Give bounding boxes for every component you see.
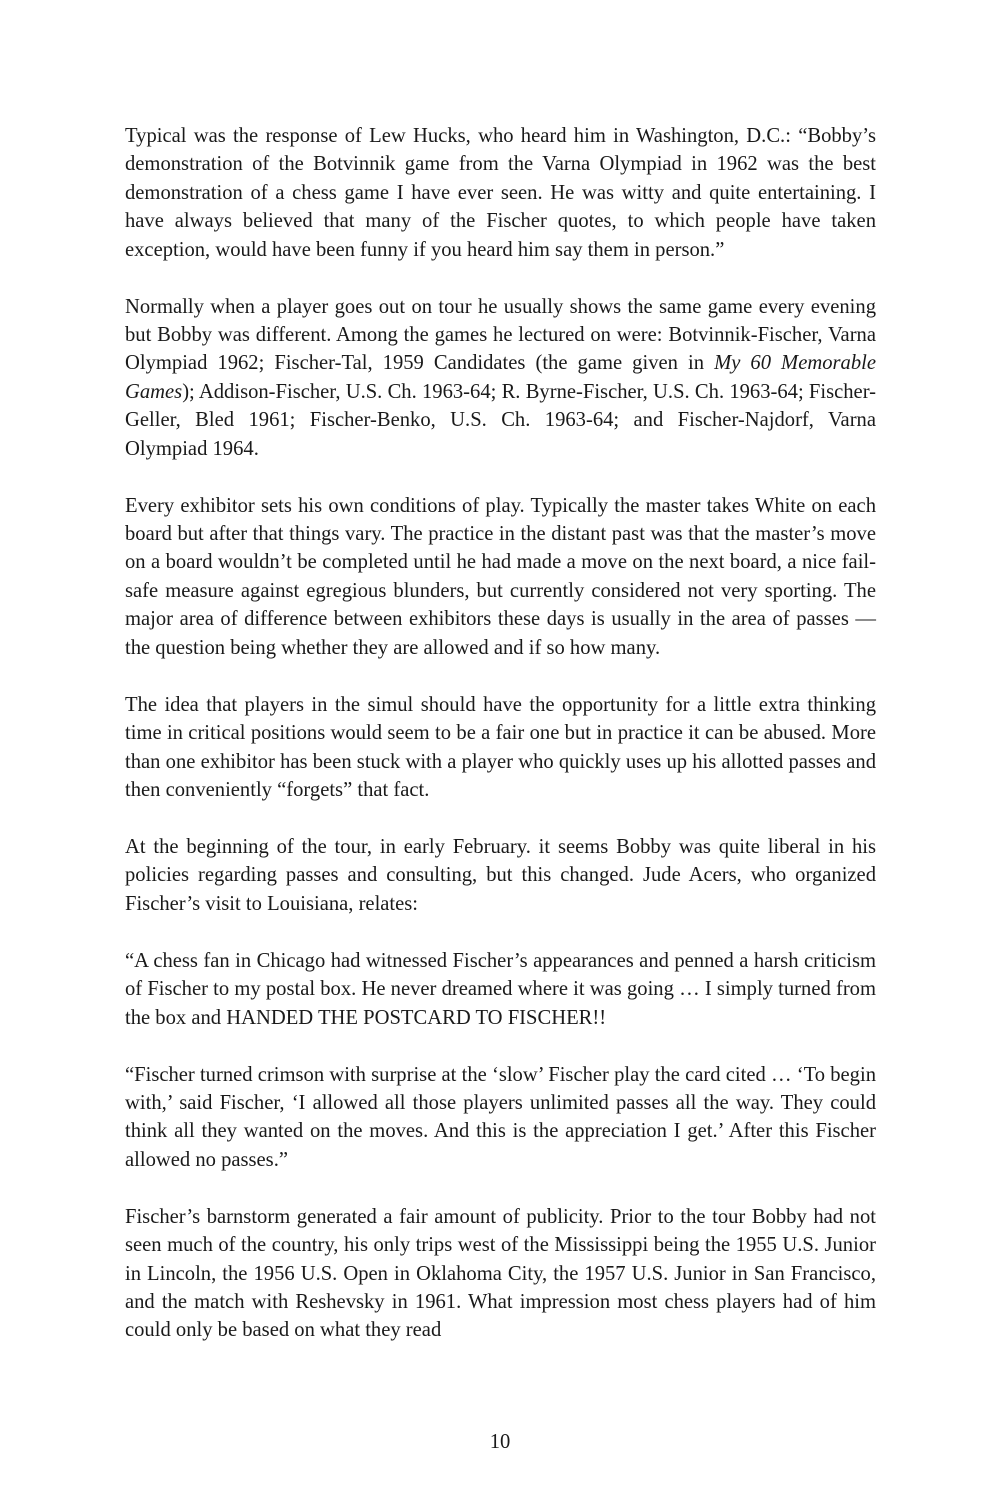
book-title-italic: My 60 Memorable Games bbox=[125, 352, 876, 403]
paragraph-text-after-italic: ); Addison-Fischer, U.S. Ch. 1963-64; R. Byrne-Fischer, U.S. Ch. 1963-64; Fischer-Geller, Bled 1961; Fischer-Benko, U.S. Ch. 1963-64; and Fischer-Najdorf, Varna Olympiad 1964. bbox=[125, 380, 876, 460]
paragraph-lectured-games bbox=[125, 293, 876, 463]
page-number: 10 bbox=[489, 1431, 511, 1453]
paragraph-barnstorm: Fischer’s barnstorm generated a fair amount of publicity. Prior to the tour Bobby had not seen much of the country, his only trips west of the Mississippi being the 1955 U.S. Junior in Lincoln, the 1956 U.S. Open in Oklahoma City, the 1957 U.S. Junior in San Francisco, and the match with Reshevsky in 1961. What impression most chess players had of him could only be based on what they read bbox=[125, 1205, 876, 1342]
page-body bbox=[125, 122, 876, 1373]
paragraph-passes-abuse: The idea that players in the simul should have the opportunity for a little extra thinking time in critical positions would seem to be a fair one but in practice it can be abused. More than one exhibitor has been stuck with a player who quickly uses up his allotted passes and then conveniently “forgets” that fact. bbox=[125, 693, 876, 801]
paragraph-acers-quote-1: “A chess fan in Chicago had witnessed Fischer’s appearances and penned a harsh criticism of Fischer to my postal box. He never dreamed where it was going … I simply turned from the box and HANDED THE POSTCARD TO FISCHER!! bbox=[125, 949, 876, 1029]
paragraph-acers-quote-2: “Fischer turned crimson with surprise at the ‘slow’ Fischer play the card cited … ‘To begin with,’ said Fischer, ‘I allowed all those players unlimited passes all the way. They could think all they wanted on the moves. And this is the appreciation I get.’ After this Fischer allowed no passes.” bbox=[125, 1063, 876, 1171]
paragraph-conditions-of-play: Every exhibitor sets his own conditions of play. Typically the master takes White on each board but after that things vary. The practice in the distant past was that the master’s move on a board wouldn’t be completed until he had made a move on the next board, a nice fail-safe measure against egregious blunders, but currently considered not very sporting. The major area of difference between exhibitors these days is usually in the area of passes — the question being whether they are allowed and if so how many. bbox=[125, 494, 876, 659]
paragraph-tour-beginning: At the beginning of the tour, in early February. it seems Bobby was quite liberal in his policies regarding passes and consulting, but this changed. Jude Acers, who organized Fischer’s visit to Louisiana, relates: bbox=[125, 835, 876, 915]
paragraph-hucks-quote: Typical was the response of Lew Hucks, who heard him in Washington, D.C.: “Bobby’s demonstration of the Botvinnik game from the Varna Olympiad in 1962 was the best demonstration of a chess game I have ever seen. He was witty and quite entertaining. I have always believed that many of the Fischer quotes, to which people have taken exception, would have been funny if you heard him say them in person.” bbox=[125, 125, 876, 261]
paragraph-text-before-italic: Normally when a player goes out on tour he usually shows the same game every evening but Bobby was different. Among the games he lectured on were: Botvinnik-Fischer, Varna Olympiad 1962; Fischer-Tal, 1959 Candidates (the game given in bbox=[125, 295, 876, 375]
